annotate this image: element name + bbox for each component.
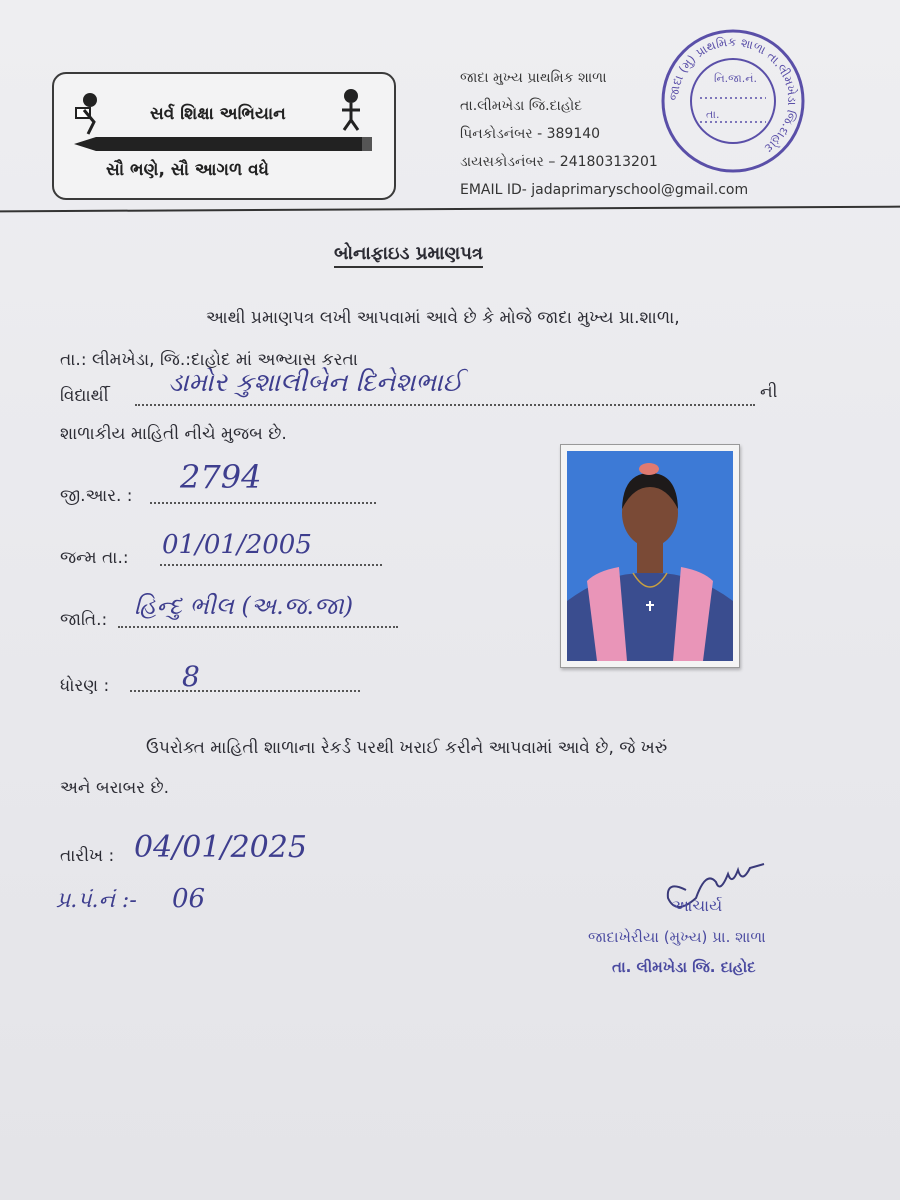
gr-label: જી.આર. : bbox=[60, 486, 133, 506]
closing-line-1: ઉપરોક્ત માહિતી શાળાના રેકર્ડ પરથી ખરાઈ કરીને આપવામાં આવે છે, જે ખરું bbox=[146, 738, 668, 758]
logo-title: સર્વ શિક્ષા અભિયાન bbox=[150, 104, 286, 124]
student-label: વિદ્યાર્થી bbox=[60, 386, 109, 406]
caste-label: જાતિ.: bbox=[60, 610, 108, 630]
student-dotted-line bbox=[135, 404, 755, 406]
dob-handwritten: 01/01/2005 bbox=[162, 530, 312, 560]
stamp-date-label: તા. bbox=[706, 108, 720, 121]
stamp-ring-text: જાદા (મુ) પ્રાથમિક શાળા તા.લીમખેડા જિ.દાહોદ bbox=[666, 34, 800, 156]
sarva-shiksha-logo bbox=[52, 72, 396, 200]
std-label: ધોરણ : bbox=[60, 676, 110, 696]
signature-place: તા. લીમખેડા જિ. દાહોદ bbox=[612, 958, 756, 976]
gr-number-handwritten: 2794 bbox=[180, 458, 262, 496]
caste-handwritten: હિન્દુ ભીલ (અ.જ.જા) bbox=[134, 592, 354, 620]
date-handwritten: 04/01/2025 bbox=[134, 830, 307, 865]
school-email: EMAIL ID- jadaprimaryschool@gmail.com bbox=[460, 182, 749, 198]
student-suffix: ની bbox=[760, 382, 778, 402]
dob-label: જન્મ તા.: bbox=[60, 548, 129, 568]
principal-title: આચાર્ય bbox=[672, 896, 723, 915]
info-line: શાળાકીય માહિતી નીચે મુજબ છે. bbox=[60, 424, 287, 444]
school-round-stamp bbox=[658, 26, 808, 176]
header-divider bbox=[0, 206, 900, 213]
child-on-pencil-icon bbox=[336, 88, 366, 132]
school-address: તા.લીમખેડા જિ.દાહોદ bbox=[460, 98, 583, 114]
closing-line-2: અને બરાબર છે. bbox=[60, 778, 169, 798]
pencil-icon bbox=[74, 136, 374, 152]
std-handwritten: 8 bbox=[182, 660, 200, 693]
child-reading-icon bbox=[72, 92, 102, 136]
cert-no-label: પ્ર.પં.નં :- bbox=[56, 888, 137, 913]
student-photo bbox=[560, 444, 740, 668]
intro-line-2: તા.: લીમખેડા, જિ.:દાહોદ માં અભ્યાસ કરતા bbox=[60, 350, 358, 370]
logo-tagline: સૌ ભણે, સૌ આગળ વધે bbox=[106, 160, 269, 180]
dob-dotted-line bbox=[160, 564, 382, 566]
intro-line-1: આથી પ્રમાણપત્ર લખી આપવામાં આવે છે કે મોજે જાદા મુખ્ય પ્રા.શાળા, bbox=[206, 308, 680, 328]
caste-dotted-line bbox=[118, 626, 398, 628]
certificate-title: બોનાફાઇડ પ્રમાણપત્ર bbox=[334, 243, 483, 268]
signature-school: જાદાખેરીયા (મુખ્ય) પ્રા. શાળા bbox=[588, 928, 766, 946]
cert-no-handwritten: 06 bbox=[172, 884, 206, 914]
school-name: જાદા મુખ્ય પ્રાથમિક શાળા bbox=[460, 70, 607, 86]
date-label: તારીખ : bbox=[60, 846, 115, 866]
student-portrait-image bbox=[567, 451, 733, 661]
std-dotted-line bbox=[130, 690, 360, 692]
stamp-reg-label: નિ.જા.નં. bbox=[714, 72, 757, 85]
student-name-handwritten: ડામોર કુશાલીબેન દિનેશભાઈ bbox=[168, 368, 463, 398]
school-pincode: પિનકોડનંબર - 389140 bbox=[460, 126, 601, 142]
school-dise-code: ડાયસકોડનંબર – 24180313201 bbox=[460, 154, 658, 170]
gr-dotted-line bbox=[150, 502, 376, 504]
